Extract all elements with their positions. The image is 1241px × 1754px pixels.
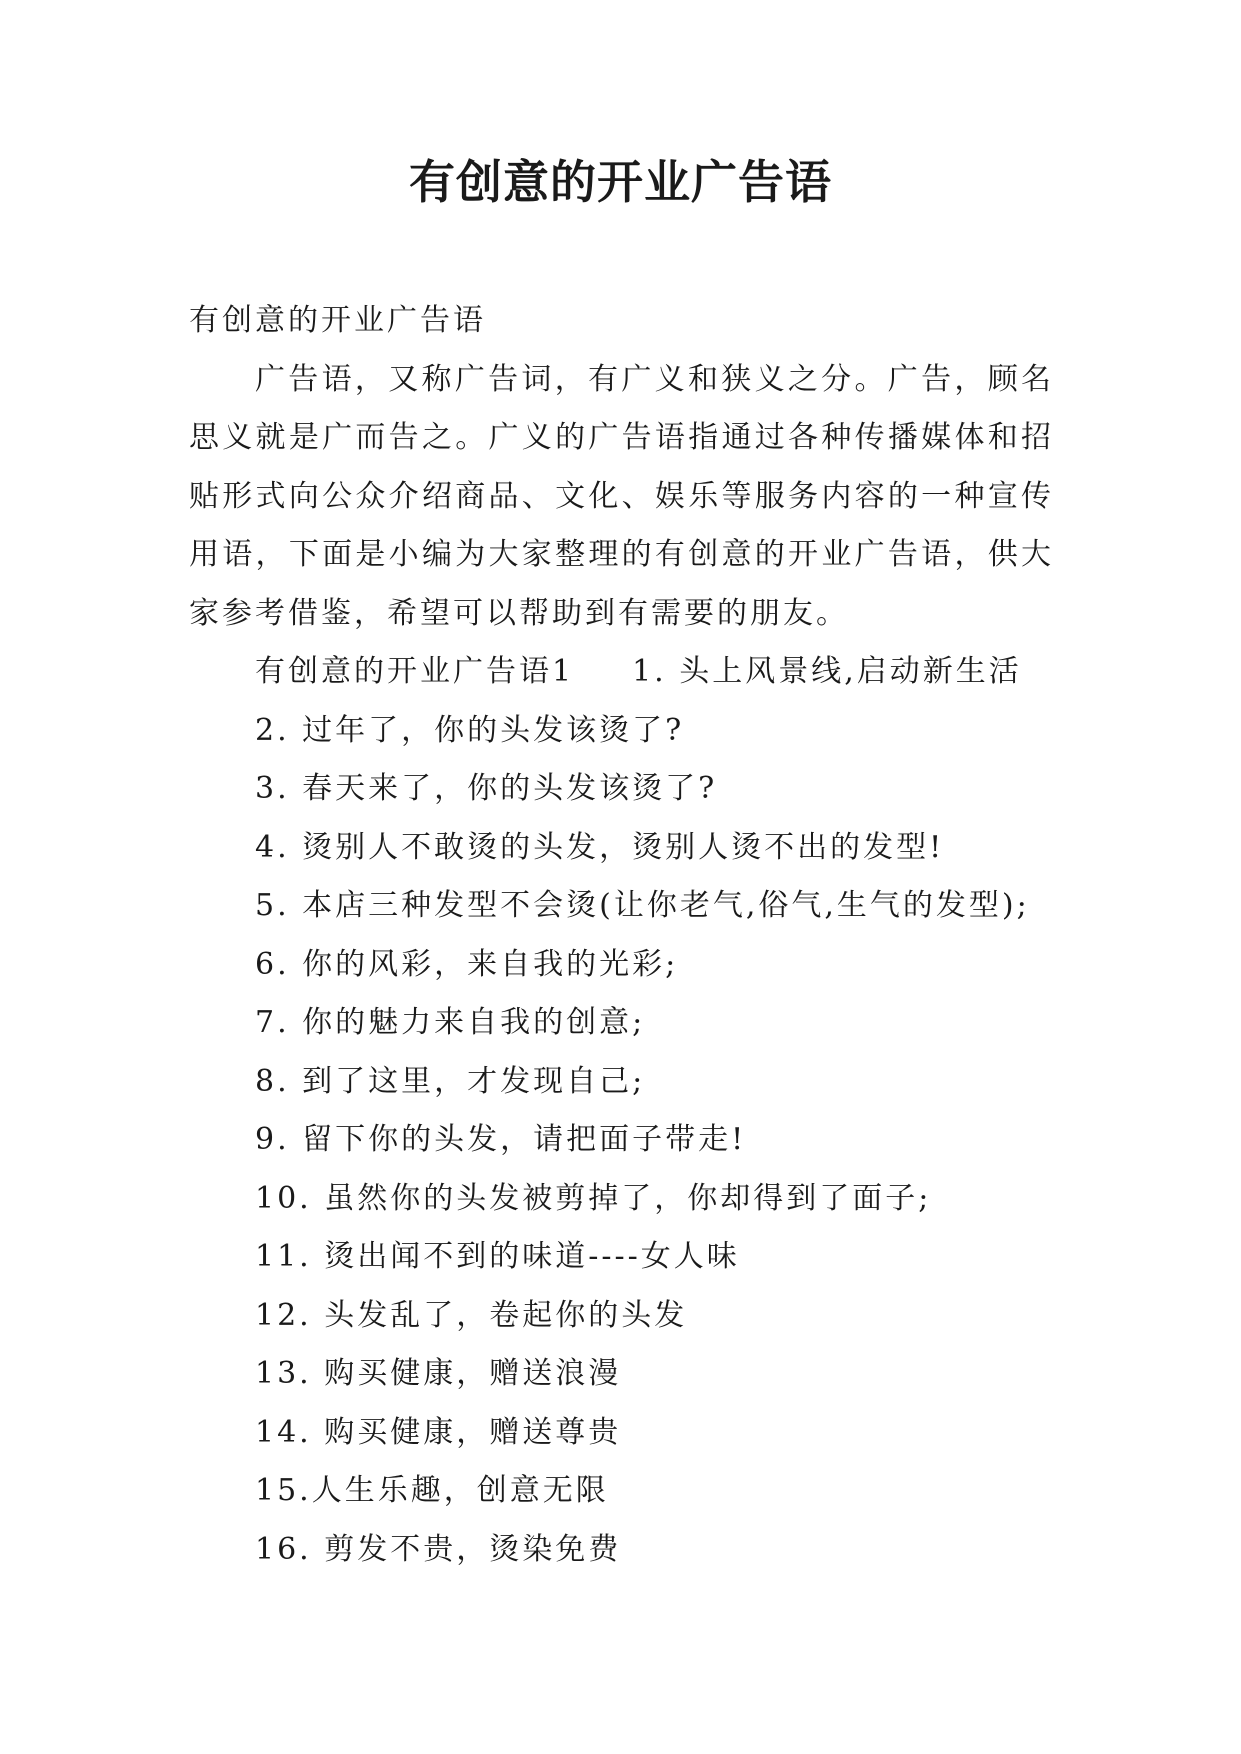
section-heading: 有创意的开业广告语1 (255, 654, 575, 689)
list-item: 8. 到了这里，才发现自己; (255, 1063, 646, 1099)
list-item: 11. 烫出闻不到的味道----女人味 (255, 1239, 740, 1274)
list-item: 12. 头发乱了，卷起你的头发 (255, 1297, 688, 1333)
list-item: 1. 头上风景线,启动新生活 (632, 654, 1022, 689)
document-subtitle: 有创意的开业广告语 (189, 303, 486, 338)
list-item: 16. 剪发不贵，烫染免费 (255, 1531, 622, 1567)
list-item: 5. 本店三种发型不会烫(让你老气,俗气,生气的发型); (255, 888, 1030, 923)
list-item: 14. 购买健康，赠送尊贵 (255, 1414, 622, 1450)
list-item: 9. 留下你的头发，请把面子带走! (255, 1122, 747, 1157)
list-item: 15.人生乐趣，创意无限 (255, 1473, 609, 1508)
intro-paragraph: 广告语，又称广告词，有广义和狭义之分。广告，顾名思义就是广而告之。广义的广告语指通过各种传播媒体和招贴形式向公众介绍商品、文化、娱乐等服务内容的一种宣传用语，下面是小编为大家整理的有创意的开业广告语，供大家参考借鉴，希望可以帮助到有需要的朋友。 (189, 361, 1054, 631)
list-item: 2. 过年了，你的头发该烫了? (255, 712, 685, 748)
document-title: 有创意的开业广告语 (409, 155, 832, 209)
list-item: 3. 春天来了，你的头发该烫了? (255, 771, 718, 806)
list-item: 6. 你的风彩，来自我的光彩; (255, 946, 679, 982)
list-item: 4. 烫别人不敢烫的头发，烫别人烫不出的发型! (255, 829, 945, 865)
list-item: 7. 你的魅力来自我的创意; (255, 1005, 646, 1040)
list-item: 10. 虽然你的头发被剪掉了，你却得到了面子; (255, 1180, 932, 1216)
document-body (189, 292, 1054, 1579)
section-first-line (189, 643, 1054, 702)
list-item: 13. 购买健康，赠送浪漫 (255, 1356, 622, 1391)
